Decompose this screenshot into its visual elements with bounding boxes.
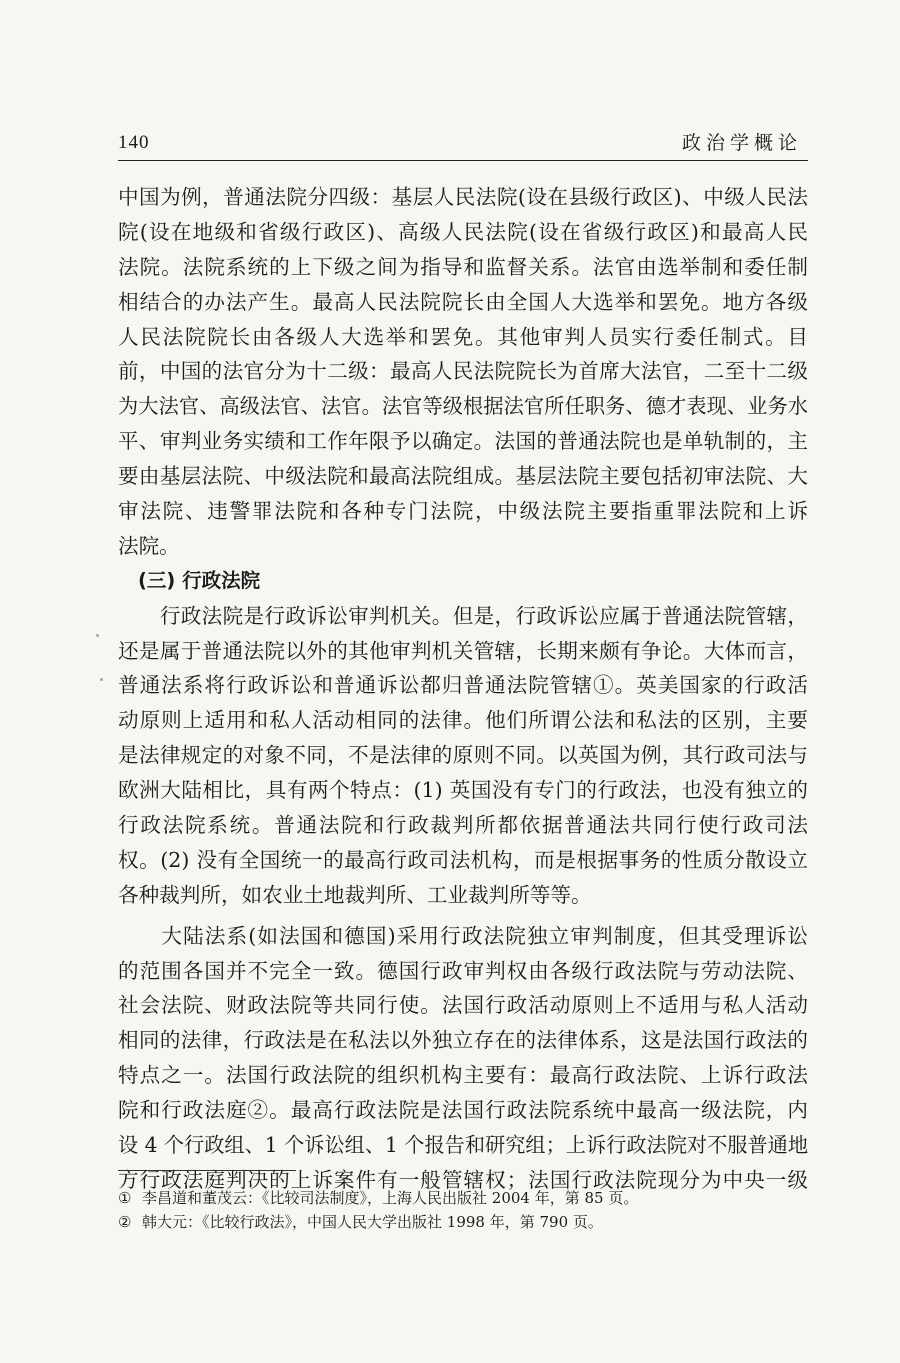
section-heading: (三) 行政法院 bbox=[138, 568, 261, 592]
text-line: 大陆法系(如法国和德国)采用行政法院独立审判制度，但其受理诉讼 bbox=[118, 923, 808, 948]
footnotes bbox=[118, 1186, 808, 1234]
scan-speck bbox=[100, 678, 103, 681]
header-rule bbox=[118, 160, 808, 161]
text-line: 方行政法庭判决的上诉案件有一般管辖权；法国行政法院现分为中央一级 bbox=[118, 1167, 808, 1192]
text-line: 动原则上适用和私人活动相同的法律。他们所谓公法和私法的区别，主要 bbox=[118, 708, 808, 733]
footnote-marker: ② bbox=[118, 1213, 132, 1231]
text-line: 普通法系将行政诉讼和普通诉讼都归普通法院管辖①。英美国家的行政活 bbox=[118, 673, 808, 698]
text-line: 法院。 bbox=[118, 533, 180, 558]
text-line: 人民法院院长由各级人大选举和罢免。其他审判人员实行委任制式。目 bbox=[118, 324, 808, 349]
text-line: 为大法官、高级法官、法官。法官等级根据法官所任职务、德才表现、业务水 bbox=[118, 394, 808, 419]
footnote-text: 韩大元：《比较行政法》，中国人民大学出版社 1998 年，第 790 页。 bbox=[142, 1213, 603, 1231]
text-line: 权。(2) 没有全国统一的最高行政司法机构，而是根据事务的性质分散设立 bbox=[118, 847, 808, 872]
text-line: 设 4 个行政组、1 个诉讼组、1 个报告和研究组；上诉行政法院对不服普通地 bbox=[118, 1133, 809, 1158]
text-line: 还是属于普通法院以外的其他审判机关管辖，长期来颇有争论。大体而言， bbox=[118, 638, 808, 663]
text-line: 欧洲大陆相比，具有两个特点：(1) 英国没有专门的行政法，也没有独立的 bbox=[118, 778, 808, 803]
text-line: 法院。法院系统的上下级之间为指导和监督关系。法官由选举制和委任制 bbox=[118, 254, 808, 279]
footnote-rule bbox=[118, 1170, 296, 1171]
scan-speck bbox=[96, 634, 99, 637]
footnote-2 bbox=[118, 1210, 808, 1234]
text-line: 院和行政法庭②。最高行政法院是法国行政法院系统中最高一级法院，内 bbox=[118, 1098, 808, 1123]
paragraph-3 bbox=[118, 919, 808, 1198]
running-title: 政治学概论 bbox=[681, 132, 802, 154]
text-line: 平、审判业务实绩和工作年限予以确定。法国的普通法院也是单轨制的，主 bbox=[118, 429, 808, 454]
text-line: 行政法院系统。普通法院和行政裁判所都依据普通法共同行使行政司法 bbox=[118, 813, 808, 838]
body-text bbox=[118, 180, 808, 1198]
text-line: 审法院、违警罪法院和各种专门法院，中级法院主要指重罪法院和上诉 bbox=[118, 499, 808, 524]
text-line: 特点之一。法国行政法院的组织机构主要有：最高行政法院、上诉行政法 bbox=[118, 1063, 808, 1088]
text-line: 的范围各国并不完全一致。德国行政审判权由各级行政法院与劳动法院、 bbox=[118, 958, 808, 983]
text-line: 中国为例，普通法院分四级：基层人民法院(设在县级行政区)、中级人民法 bbox=[118, 185, 808, 209]
text-line: 社会法院、财政法院等共同行使。法国行政活动原则上不适用与私人活动 bbox=[118, 993, 808, 1018]
footnote-1 bbox=[118, 1186, 808, 1210]
paragraph-2 bbox=[118, 599, 808, 913]
footnote-marker: ① bbox=[118, 1189, 132, 1207]
page-number: 140 bbox=[118, 132, 150, 153]
paragraph-1 bbox=[118, 180, 808, 564]
text-line: 要由基层法院、中级法院和最高法院组成。基层法院主要包括初审法院、大 bbox=[118, 464, 808, 489]
text-line: 相结合的办法产生。最高人民法院院长由全国人大选举和罢免。地方各级 bbox=[118, 289, 808, 314]
page-header bbox=[118, 120, 808, 160]
text-line: 相同的法律，行政法是在私法以外独立存在的法律体系，这是法国行政法的 bbox=[118, 1028, 808, 1053]
text-line: 前，中国的法官分为十二级：最高人民法院院长为首席大法官，二至十二级 bbox=[118, 359, 808, 384]
text-line: 是法律规定的对象不同，不是法律的原则不同。以英国为例，其行政司法与 bbox=[118, 743, 808, 768]
text-line: 院(设在地级和省级行政区)、高级人民法院(设在省级行政区)和最高人民 bbox=[118, 219, 808, 244]
text-line: 行政法院是行政诉讼审判机关。但是，行政诉讼应属于普通法院管辖， bbox=[118, 603, 808, 628]
text-line: 各种裁判所，如农业土地裁判所、工业裁判所等等。 bbox=[118, 882, 592, 907]
footnote-text: 李昌道和董茂云：《比较司法制度》，上海人民出版社 2004 年，第 85 页。 bbox=[142, 1189, 639, 1207]
